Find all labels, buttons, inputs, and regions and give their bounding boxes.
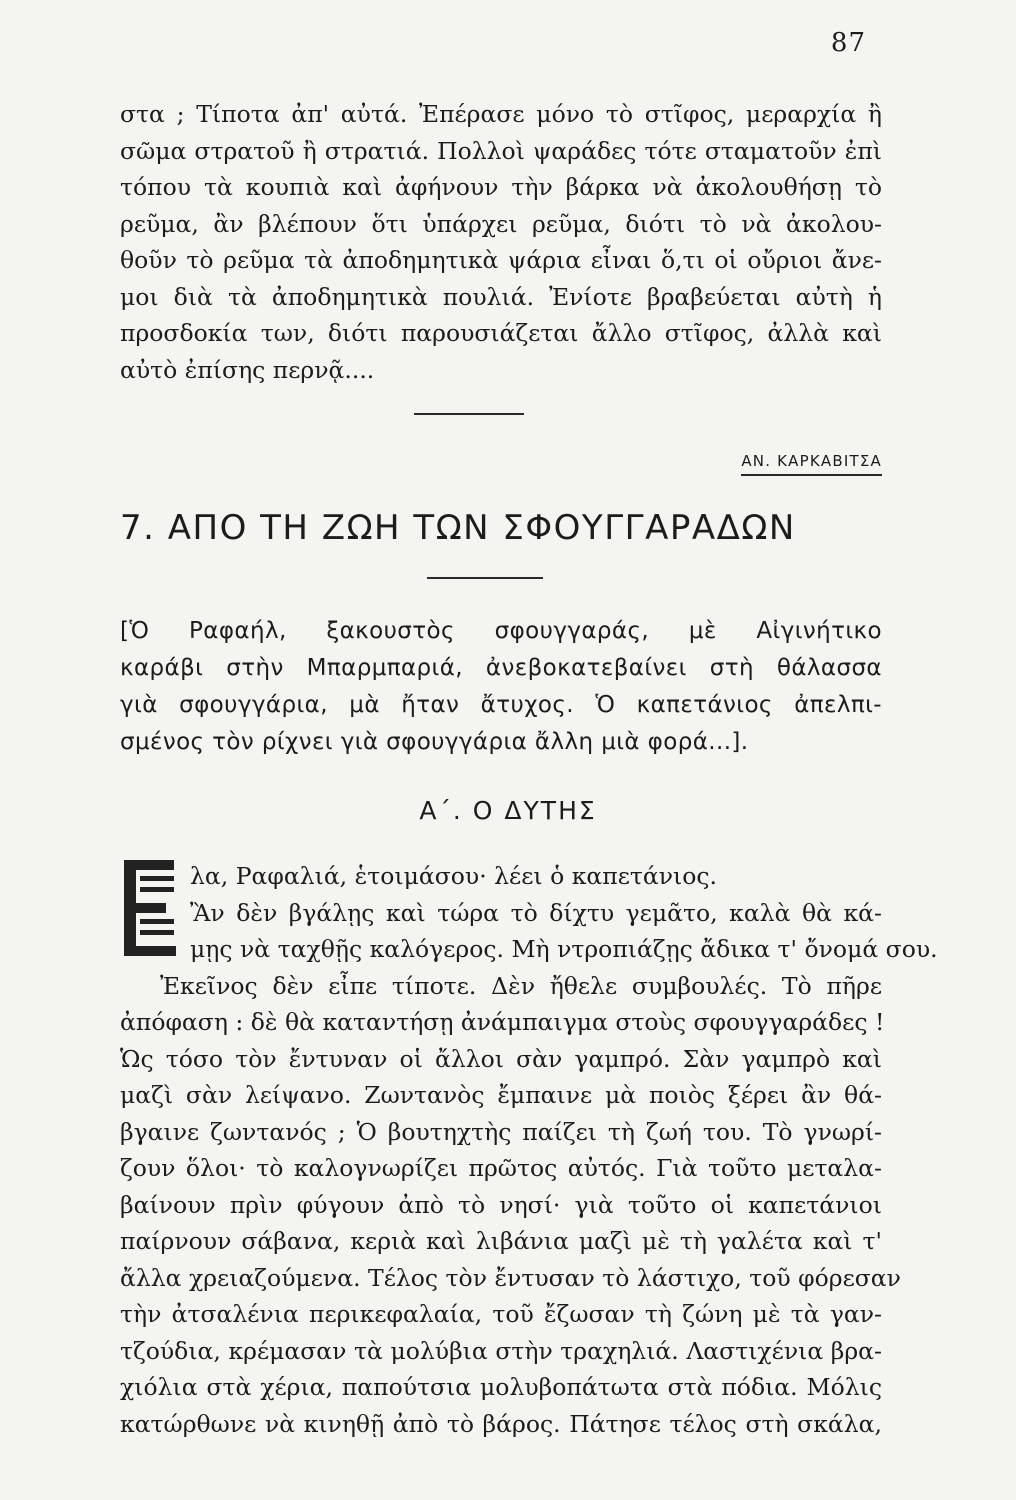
story-line: βαίνουν πρὶν φύγουν ἀπὸ τὸ νησί· γιὰ τοῦτο οἱ καπετάνιοι	[120, 1190, 882, 1219]
story-line: βγαινε ζωντανός ; Ὁ βουτηχτὴς παίζει τὴ ζωή του. Τὸ γνωρί-	[120, 1117, 882, 1146]
passage-line: τόπου τὰ κουπιὰ καὶ ἀφήνουν τὴν βάρκα νὰ ἀκολουθήσῃ τὸ	[120, 173, 882, 201]
passage-line: σῶμα στρατοῦ ἢ στρατιά. Πολλοὶ ψαράδες τότε σταματοῦν ἐπὶ	[120, 136, 882, 165]
summary-line: σμένος τὸν ρίχνει γιὰ σφουγγάρια ἄλλη μιὰ φορά...].	[120, 729, 749, 755]
story-line: ἄλλα χρειαζούμενα. Τέλος τὸν ἔντυσαν τὸ λάστιχο, τοῦ φόρεσαν	[120, 1263, 901, 1292]
story-line: Ἂν δὲν βγάλῃς καὶ τώρα τὸ δίχτυ γεμᾶτο, καλὰ θὰ κά-	[190, 898, 882, 927]
author-attribution: ΑΝ. ΚΑΡΚΑΒΙΤΣΑ	[741, 452, 882, 476]
story-line: κατώρθωνε νὰ κινηθῇ ἀπὸ τὸ βάρος. Πάτησε τέλος στὴ σκάλα,	[120, 1409, 882, 1438]
story-line: λα, Ραφαλιά, ἑτοιμάσου· λέει ὁ καπετάνιος.	[190, 862, 718, 890]
story-line: Ἐκεῖνος δὲν εἶπε τίποτε. Δὲν ἤθελε συμβουλές. Τὸ πῆρε	[160, 971, 882, 1000]
story-line: Ὡς τόσο τὸν ἔντυναν οἱ ἄλλοι σὰν γαμπρό. Σὰν γαμπρὸ καὶ	[120, 1044, 882, 1073]
story-line: χιόλια στὰ χέρια, παπούτσια μολυβοπάτωτα στὰ πόδια. Μόλις	[120, 1373, 882, 1401]
story-text	[120, 858, 938, 1442]
passage-line: προσδοκία των, διότι παρουσιάζεται ἄλλο στῖφος, ἀλλὰ καὶ	[120, 319, 882, 347]
story-line: ἀπόφαση : δὲ θὰ καταντήσῃ ἀνάμπαιγμα στοὺς σφουγγαράδες !	[120, 1008, 885, 1036]
story-line: τὴν ἀτσαλένια περικεφαλαία, τοῦ ἔζωσαν τὴ ζώνη μὲ τὰ γαν-	[120, 1300, 882, 1328]
story-line: μῃς νὰ ταχθῇς καλόγερος. Μὴ ντροπιάζῃς ἄδικα τ' ὄνομά σου.	[190, 935, 938, 963]
chapter-title: 7. ΑΠΟ ΤΗ ΖΩΗ ΤΩΝ ΣΦΟΥΓΓΑΡΑΔΩΝ	[120, 508, 796, 548]
story-line: ζουν ὅλοι· τὸ καλογνωρίζει πρῶτος αὐτός. Γιὰ τοῦτο μεταλα-	[120, 1154, 882, 1182]
summary-line: [Ὁ Ραφαήλ, ξακουστὸς σφουγγαράς, μὲ Αἰγινήτικο	[120, 618, 882, 644]
chapter-summary	[120, 613, 882, 761]
summary-line: γιὰ σφουγγάρια, μὰ ἤταν ἄτυχος. Ὁ καπετάνιος ἀπελπι-	[120, 692, 882, 718]
section-title: Α΄. Ο ΔΥΤΗΣ	[419, 796, 597, 825]
story-line: μαζὶ σὰν λείψανο. Ζωντανὸς ἔμπαινε μὰ ποιὸς ξέρει ἂν θά-	[120, 1081, 882, 1109]
passage-line: στα ; Τίποτα ἀπ' αὐτά. Ἐπέρασε μόνο τὸ στῖφος, μεραρχία ἢ	[120, 100, 882, 128]
passage-line: ρεῦμα, ἂν βλέπουν ὅτι ὑπάρχει ρεῦμα, διότι τὸ νὰ ἀκολου-	[120, 209, 882, 238]
passage-line: θοῦν τὸ ρεῦμα τὰ ἀποδημητικὰ ψάρια εἶναι ὅ,τι οἱ οὔριοι ἄνε-	[120, 246, 882, 274]
passage-line: μοι διὰ τὰ ἀποδημητικὰ πουλιά. Ἐνίοτε βραβεύεται αὐτὴ ἡ	[120, 282, 882, 311]
opening-passage	[120, 96, 882, 388]
title-divider	[427, 577, 543, 579]
story-line: παίρνουν σάβανα, κεριὰ καὶ λιβάνια μαζὶ μὲ τὴ γαλέτα καὶ τ'	[120, 1227, 882, 1255]
passage-line: αὐτὸ ἐπίσης περνᾷ....	[120, 355, 375, 384]
page-number: 87	[830, 28, 866, 58]
story-line: τζούδια, κρέμασαν τὰ μολύβια στὴν τραχηλιά. Λαστιχένια βρα-	[120, 1336, 882, 1365]
summary-line: καράβι στὴν Μπαρμπαριά, ἀνεβοκατεβαίνει στὴ θάλασσα	[120, 655, 882, 681]
section-divider	[414, 413, 524, 415]
